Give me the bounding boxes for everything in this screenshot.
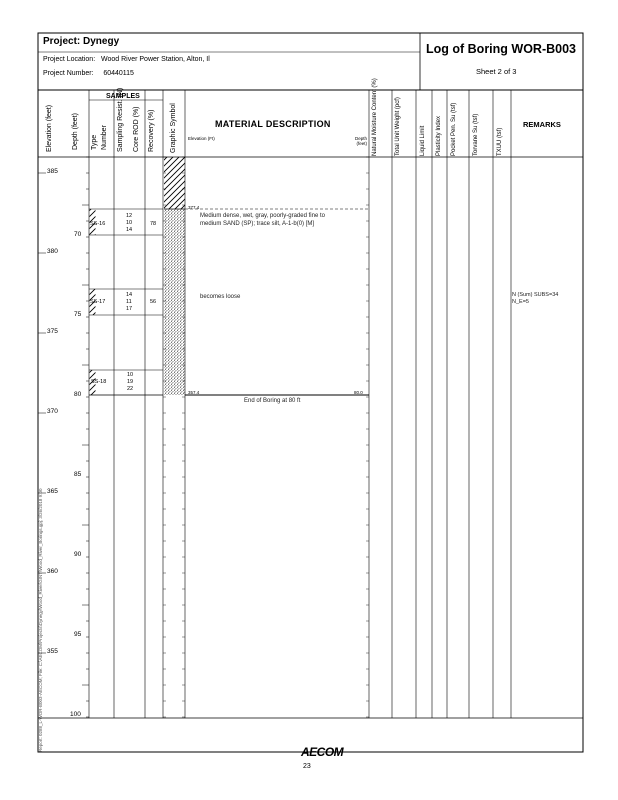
liquid-limit-column-header: Liquid Limit <box>420 125 426 156</box>
sample-number-ss16: SS-16 <box>90 221 106 227</box>
remark-line-1: N (Sum) SUBS=34 <box>512 292 559 298</box>
project-number-value: 60440115 <box>103 70 134 77</box>
depth-column-header: Depth (feet) <box>72 113 79 150</box>
layer-top-elevation: 377.4 <box>188 205 200 210</box>
moisture-column-header: Natural Moisture Content (%) <box>372 78 378 156</box>
sample-number-ss18: SS-18 <box>91 379 107 385</box>
elevation-tick-355: 355 <box>47 648 58 655</box>
sample-ss18-blow-2: 19 <box>127 379 134 385</box>
samples-header: SAMPLES <box>106 93 140 100</box>
remark-line-2: N_E=5 <box>512 299 529 305</box>
project-location-label: Project Location: <box>43 56 96 63</box>
sample-ss18-blow-3: 22 <box>127 386 134 392</box>
blows-column-header: Sampling Resist. (N) <box>117 87 124 152</box>
number-column-header: Number <box>101 125 108 150</box>
depth-tick-100: 100 <box>70 711 81 718</box>
graphic-fill-sand <box>164 209 185 395</box>
elevation-tick-375: 375 <box>47 328 58 335</box>
unit-weight-column-header: Total Unit Weight (pcf) <box>395 97 401 156</box>
description-sand-line2: medium SAND (SP); trace silt, A-1-b(0) [M] <box>200 221 315 227</box>
description-sand-line1: Medium dense, wet, gray, poorly-graded fine to <box>200 213 325 219</box>
remarks-header: REMARKS <box>523 120 561 129</box>
txuu-column-header: TXUU (tsf) <box>497 127 503 156</box>
elevation-small-header: Elevation (Ft) <box>188 136 215 141</box>
sample-ss16-blow-1: 12 <box>126 213 133 219</box>
project-name: Project: Dynegy <box>43 36 120 47</box>
layer-bottom-elevation: 357.4 <box>188 390 200 395</box>
depth-tick-75: 75 <box>74 311 82 318</box>
pocket-pen-column-header: Pocket Pen. Su (tsf) <box>451 102 457 156</box>
plasticity-column-header: Plasticity Index <box>436 115 442 156</box>
project-location-value: Wood River Power Station, Alton, Il <box>101 56 210 63</box>
sample-ss17-blow-1: 14 <box>126 292 133 298</box>
depth-tick-90: 90 <box>74 551 82 558</box>
elevation-column-header: Elevation (feet) <box>46 104 53 152</box>
elevation-tick-380: 380 <box>47 248 58 255</box>
sample-ss17-recovery: 56 <box>150 299 157 305</box>
torvane-column-header: Torvane Su (tsf) <box>473 113 479 156</box>
depth-tick-85: 85 <box>74 471 82 478</box>
recovery-column-header: Recovery (%) <box>148 109 155 152</box>
elevation-tick-360: 360 <box>47 568 58 575</box>
project-location <box>43 56 210 63</box>
elevation-tick-370: 370 <box>47 408 58 415</box>
graphic-symbol-header: Graphic Symbol <box>170 103 177 153</box>
boring-log-title: Log of Boring WOR-B003 <box>426 42 576 56</box>
depth-small-header: Depth (feet) <box>354 136 367 146</box>
sample-ss17-blow-3: 17 <box>126 306 133 312</box>
description-becomes-loose: becomes loose <box>200 294 241 300</box>
type-column-header: Type <box>91 134 98 150</box>
sample-number-ss17: SS-17 <box>90 299 106 305</box>
layer-bottom-depth: 80.0 <box>354 390 363 395</box>
page-number: 23 <box>303 763 311 770</box>
project-number <box>43 70 134 77</box>
material-description-header: MATERIAL DESCRIPTION <box>215 119 331 129</box>
elevation-tick-365: 365 <box>47 488 58 495</box>
depth-tick-80: 80 <box>74 391 82 398</box>
depth-tick-95: 95 <box>74 631 82 638</box>
aecom-logo: AECOM <box>301 745 344 759</box>
report-file-path: Report: 0288_L-WOR-B003-AECOM; File: C:\AECOM\Projects\Dynegy\Wood_River\GINT\Wood_River_Borings.gpj; 3/26/2018 9:00 <box>38 488 43 752</box>
sample-ss18-blow-1: 10 <box>127 372 134 378</box>
graphic-fill-hatched <box>164 157 185 209</box>
elevation-tick-385: 385 <box>47 168 58 175</box>
core-column-header: Core ROD (%) <box>133 106 140 152</box>
sample-ss17-blow-2: 11 <box>126 299 132 305</box>
project-number-label: Project Number: <box>43 70 94 77</box>
depth-tick-70: 70 <box>74 231 82 238</box>
sample-ss16-recovery: 78 <box>150 221 157 227</box>
end-of-boring-note: End of Boring at 80 ft <box>244 398 301 404</box>
sample-ss16-blow-3: 14 <box>126 227 133 233</box>
sheet-number: Sheet 2 of 3 <box>476 67 517 76</box>
sample-ss16-blow-2: 10 <box>126 220 133 226</box>
